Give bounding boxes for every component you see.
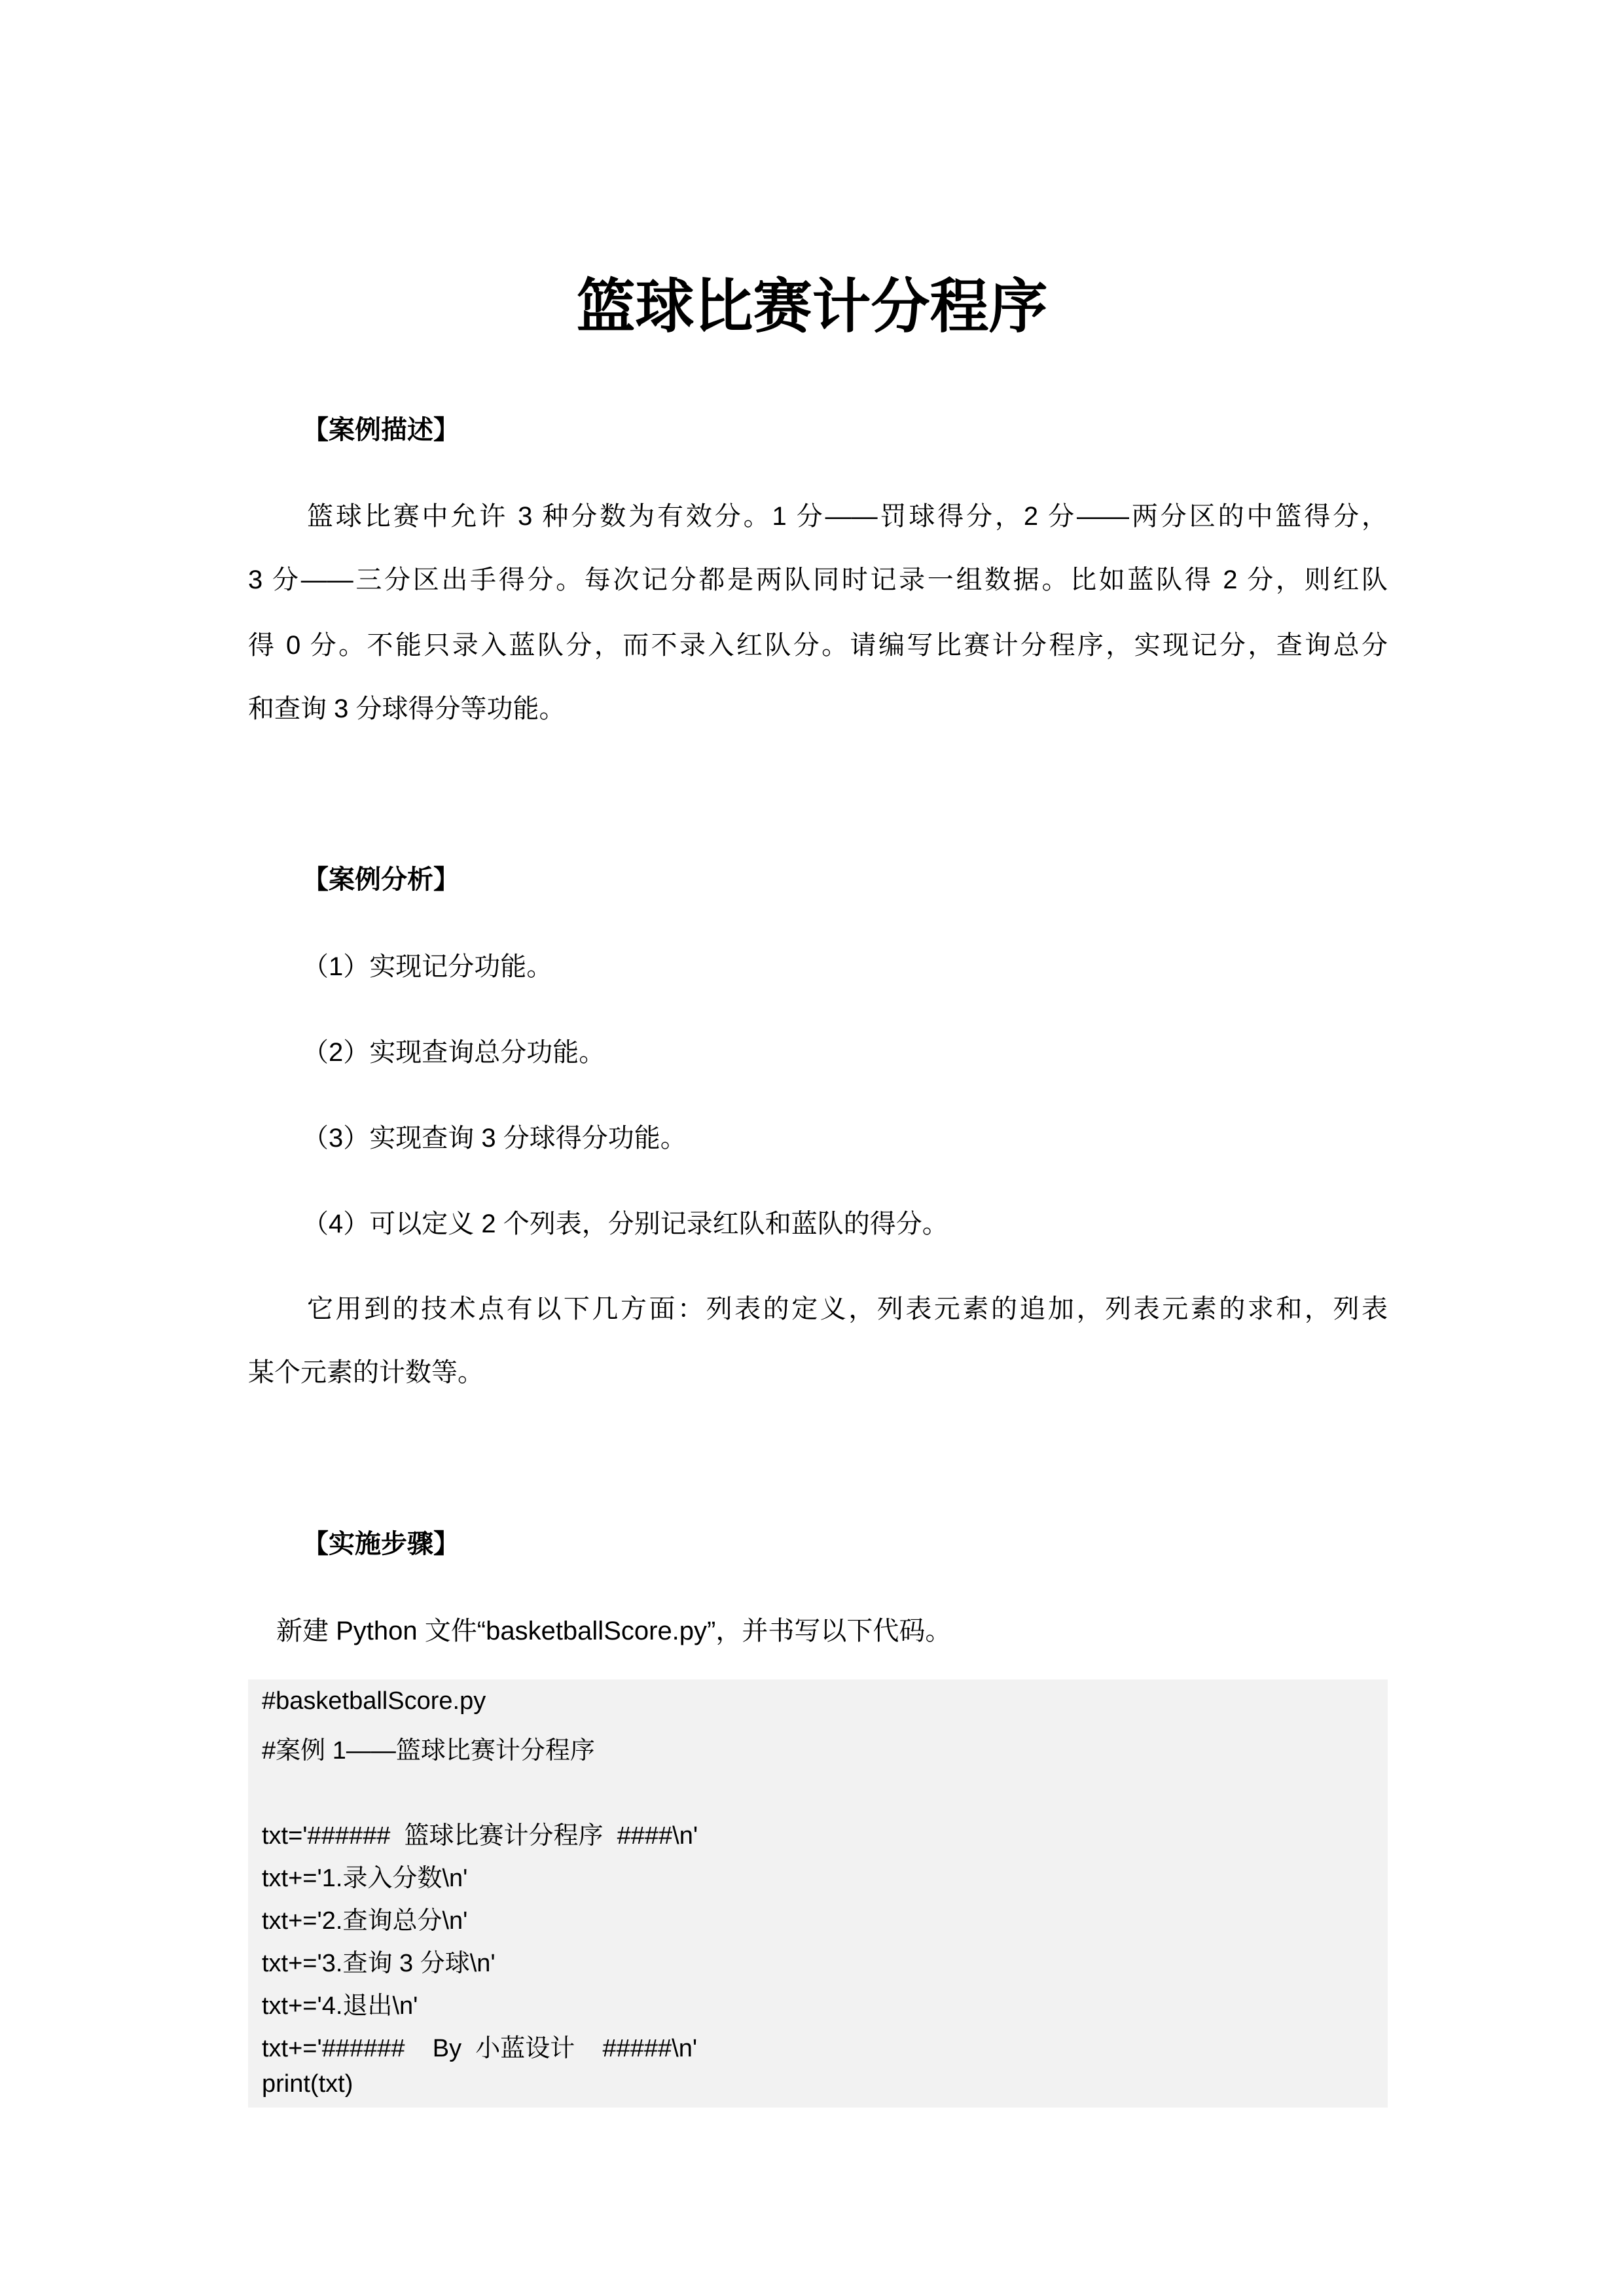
code-line: txt='###### 篮球比赛计分程序 ####\n'	[262, 1822, 698, 1850]
description-line: 3 分——三分区出手得分。每次记分都是两队同时记录一组数据。比如蓝队得 2 分，则红队	[248, 565, 1388, 594]
document-title: 篮球比赛计分程序	[576, 274, 1048, 340]
tech-line: 它用到的技术点有以下几方面：列表的定义，列表元素的追加，列表元素的求和，列表	[307, 1295, 1388, 1323]
description-line: 篮球比赛中允许 3 种分数为有效分。1 分——罚球得分，2 分——两分区的中篮得分，	[307, 502, 1388, 531]
description-line: 和查询 3 分球得分等功能。	[248, 694, 566, 723]
code-line: txt+='2.查询总分\n'	[262, 1907, 468, 1935]
code-line: txt+='1.录入分数\n'	[262, 1865, 468, 1892]
code-line: txt+='4.退出\n'	[262, 1992, 418, 2020]
steps-intro: 新建 Python 文件“basketballScore.py”，并书写以下代码。	[276, 1617, 952, 1645]
heading-implementation-steps: 【实施步骤】	[302, 1530, 460, 1558]
tech-line: 某个元素的计数等。	[248, 1358, 484, 1387]
heading-case-analysis: 【案例分析】	[302, 865, 460, 894]
analysis-item: （2）实现查询总分功能。	[302, 1038, 605, 1067]
analysis-item: （3）实现查询 3 分球得分功能。	[302, 1124, 687, 1153]
code-line: txt+='###### By 小蓝设计 #####\n'	[262, 2035, 698, 2062]
heading-case-description: 【案例描述】	[302, 416, 460, 444]
description-line: 得 0 分。不能只录入蓝队分，而不录入红队分。请编写比赛计分程序，实现记分，查询总分	[248, 631, 1388, 660]
code-line: #案例 1——篮球比赛计分程序	[262, 1737, 595, 1765]
code-line: print(txt)	[262, 2070, 353, 2098]
analysis-item: （1）实现记分功能。	[302, 952, 553, 981]
code-line: #basketballScore.py	[262, 1687, 486, 1715]
analysis-item: （4）可以定义 2 个列表，分别记录红队和蓝队的得分。	[302, 1210, 948, 1238]
code-line: txt+='3.查询 3 分球\n'	[262, 1950, 496, 1977]
